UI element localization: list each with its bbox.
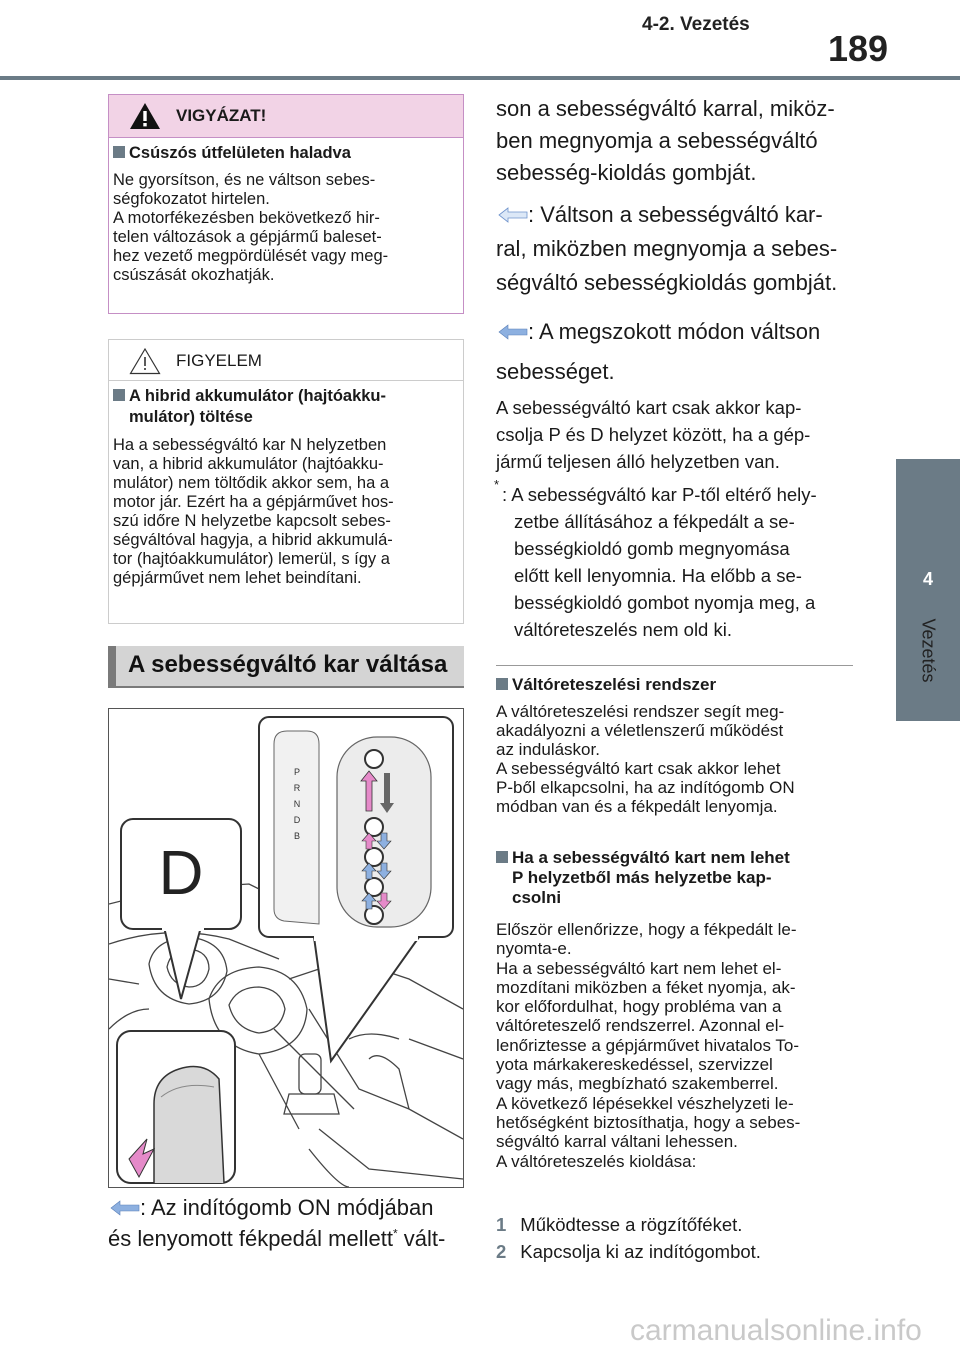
caution-header [109, 340, 463, 381]
caption-line-1: : Az indítógomb ON módjában [140, 1195, 434, 1220]
caution-triangle-icon [129, 347, 161, 375]
gear-letter-d: D [293, 815, 301, 825]
gear-letter-n: N [293, 799, 301, 809]
chapter-label-vertical [893, 600, 960, 700]
shift-lever-figure [108, 708, 464, 1188]
caution-subtitle: A hibrid akkumulátor (hajtóakku- mulátor) töltése [113, 386, 458, 428]
warning-box [108, 94, 464, 314]
gear-letter-p: P [293, 767, 301, 777]
right-para2-line2: ral, miközben megnyomja a sebes- [496, 236, 838, 261]
right-para1-line1: son a sebességváltó karral, miköz- [496, 96, 835, 121]
caption-line-2: és lenyomott fékpedál mellett* vált- [108, 1226, 446, 1251]
footnote-line5: bességkioldó gombot nyomja meg, a [514, 592, 816, 613]
right-para4-line3: jármű teljesen álló helyzetben van. [496, 451, 780, 472]
footnote-line2: zetbe állításához a fékpedált a se- [514, 511, 795, 532]
chapter-label: Vezetés [918, 617, 939, 683]
footnote-line6: váltóreteszelés nem old ki. [514, 619, 732, 640]
caution-body: Ha a sebességváltó kar N helyzetben van, a hibrid akkumulátor (hajtóakku- mulátor) nem töltődik akkor sem, ha a motor jár. Ezért ha a gépjárművet hos- szú időre N helyzetbe kapcsolt sebes- ségváltóval hagyja, a hibrid akkumulá- tor (hajtóakkumulátor) lemerül, s így a gépjárművet nem lehet beindítani. [113, 436, 394, 587]
watermark: carmanualsonline.info [630, 1314, 922, 1347]
right-para2-line1: : Váltson a sebességváltó kar- [528, 202, 823, 227]
right-para4-line1: A sebességváltó kart csak akkor kap- [496, 397, 802, 418]
gear-letter-b: B [293, 831, 301, 841]
shift-lock-body: A váltóreteszelési rendszer segít meg- akadályozni a véletlenszerű működést az induláskor. A sebességváltó kart csak akkor lehet P-ből elkapcsolni, ha az indítógomb ON módban van és a fékpedált lenyomja. [496, 702, 795, 816]
bullet-square-icon [113, 389, 125, 401]
gear-display-letter: D [158, 839, 204, 908]
footnote-line4: előtt kell lenyomnia. Ha előbb a se- [514, 565, 802, 586]
divider [496, 665, 853, 666]
caution-title: FIGYELEM [176, 351, 262, 370]
warning-triangle-icon [129, 102, 161, 130]
subheading-shift-lock: Váltóreteszelési rendszer [496, 675, 716, 695]
chapter-number: 4 [922, 569, 933, 589]
blue-arrow-icon [110, 1200, 140, 1216]
right-para4-line2: csolja P és D helyzet között, ha a gép- [496, 424, 811, 445]
footnote-line3: bességkioldó gomb megnyomása [514, 538, 790, 559]
section-title: A sebességváltó kar váltása [128, 651, 448, 678]
right-para3-line2: sebességet. [496, 359, 615, 384]
bullet-square-icon [113, 146, 125, 158]
warning-header [109, 95, 463, 138]
footnote-mark: * [494, 477, 500, 492]
section-label: 4-2. Vezetés [642, 14, 750, 35]
page-number: 189 [828, 28, 889, 69]
right-para1-line2: ben megnyomja a sebességváltó [496, 128, 818, 153]
right-para3-line1: : A megszokott módon váltson [528, 319, 821, 344]
step-2: 2 Kapcsolja ki az indítógombot. [496, 1241, 761, 1262]
right-para1-line3: sebesség-kioldás gombját. [496, 160, 757, 185]
blue-arrow-icon [498, 324, 528, 340]
lightblue-arrow-icon [498, 207, 528, 223]
cannot-shift-body: Először ellenőrizze, hogy a fékpedált le- nyomta-e. Ha a sebességváltó kart nem lehet el- mozdítani miközben a féket nyomja, ak- kor előfordulhat, hogy probléma van a váltóreteszelő rendszerrel. Azonnal el- lenőriztesse a gépjárművet hivatalos To- yota márkakereskedéssel, szervizzel vagy más, megbízható szakemberrel. A következő lépésekkel vészhelyzeti le- hetőségként biztosíthatja, hogy a sebes- ségváltó karral váltani lehessen. A váltóreteszelés kioldása: [496, 920, 801, 1171]
gear-letter-r: R [293, 783, 301, 793]
warning-body: Ne gyorsítson, és ne váltson sebes- ségfokozatot hirtelen. A motorfékezésben bekövetkező hir- telen változások a gépjármű baleset- hez vezető megpördülését vagy meg- csúszását okozhatják. [113, 171, 389, 284]
section-title-bar [108, 646, 464, 688]
subheading-cannot-shift: Ha a sebességváltó kart nem lehet P helyzetből más helyzetbe kap- csolni [496, 848, 790, 908]
caution-box [108, 339, 464, 624]
header-rule [0, 76, 960, 80]
bullet-square-icon [496, 678, 508, 690]
right-para2-line3: ségváltó sebességkioldás gombját. [496, 270, 838, 295]
footnote-line1: : A sebességváltó kar P-től eltérő hely- [502, 484, 817, 505]
step-1: 1 Működtesse a rögzítőféket. [496, 1214, 743, 1235]
warning-title: VIGYÁZAT! [176, 106, 267, 125]
bullet-square-icon [496, 851, 508, 863]
warning-subtitle: Csúszós útfelületen haladva [113, 143, 351, 164]
shift-lever-illustration [109, 709, 463, 1187]
